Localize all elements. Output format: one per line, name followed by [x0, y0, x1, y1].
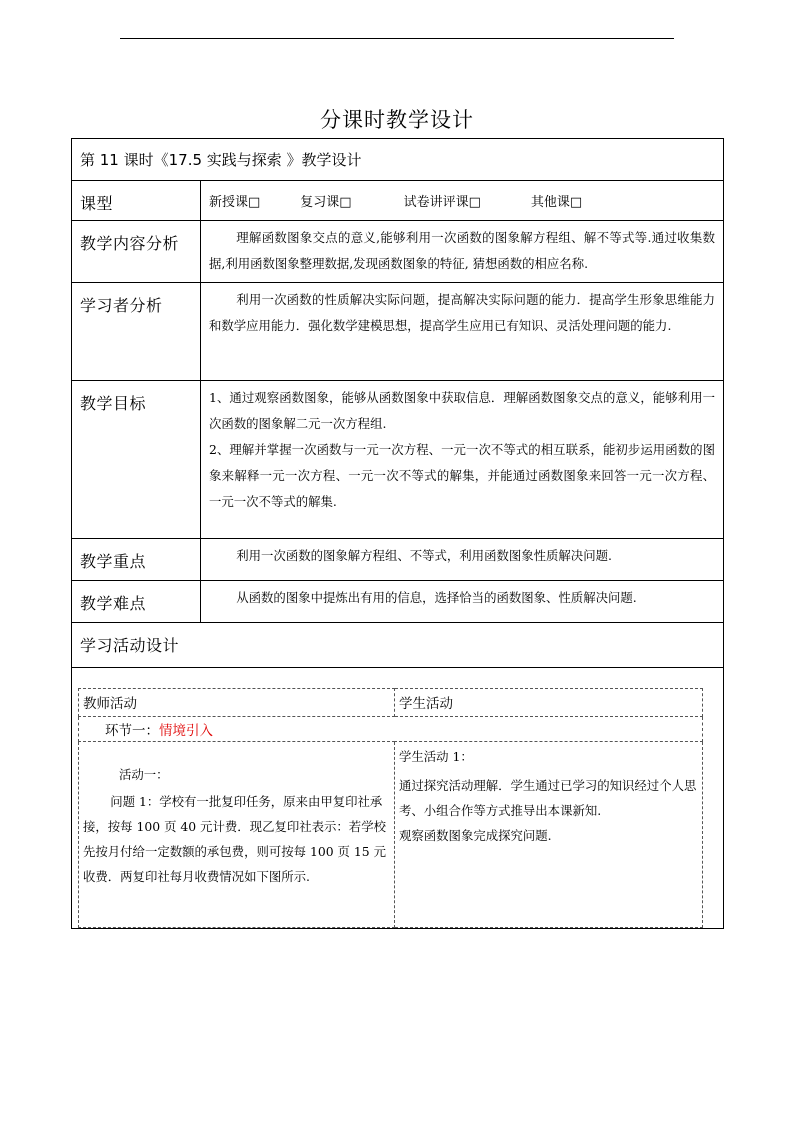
row-course-type	[72, 181, 724, 221]
header-rule	[120, 38, 674, 39]
difficulties-label: 教学难点	[72, 581, 201, 623]
key-points-text: 利用一次函数的图象解方程组、不等式，利用函数图象性质解决问题.	[236, 548, 612, 563]
course-type-options	[201, 181, 724, 221]
student-activity-header: 学生活动	[395, 689, 703, 717]
row-difficulties	[72, 581, 724, 623]
student-activity-title: 学生活动 1：	[399, 749, 473, 764]
document-title: 分课时教学设计	[320, 108, 474, 132]
row-learner-analysis	[72, 283, 724, 381]
row-objectives	[72, 381, 724, 539]
course-type-other[interactable]: 其他课□	[530, 195, 583, 210]
segment-prefix: 环节一：	[105, 723, 159, 739]
activity-design-label: 学习活动设计	[72, 623, 724, 668]
content-analysis-text: 理解函数图象交点的意义,能够利用一次函数的图象解方程组、解不等式等.通过收集数据,利用函数图象整理数据,发现函数图象的特征, 猜想函数的相应名称.	[209, 230, 715, 271]
course-type-new[interactable]: 新授课□	[209, 195, 261, 210]
key-points-label: 教学重点	[72, 539, 201, 581]
learner-analysis-text: 利用一次函数的性质解决实际问题，提高解决实际问题的能力．提高学生形象思维能力和数学应用能力．强化数学建模思想，提高学生应用已有知识、灵活处理问题的能力.	[209, 292, 715, 333]
teacher-activity-header: 教师活动	[79, 689, 395, 717]
row-content-analysis	[72, 221, 724, 283]
problem-label: 问题 1	[110, 794, 147, 809]
lesson-plan-table	[71, 138, 724, 929]
student-activity-p1: 通过探究活动理解．学生通过已学习的知识经过个人思考、小组合作等方式推导出本课新知.	[399, 778, 697, 818]
problem-text: ：学校有一批复印任务，原来由甲复印社承接，按每 100 页 40 元计费．现乙复印社表示：若学校先按月付给一定数额的承包费，则可按每 100 页 15 元收费．两复印社每月收费情况如下图所示.	[83, 794, 386, 884]
objectives-label: 教学目标	[72, 381, 201, 539]
objective-2: 2、理解并掌握一次函数与一元一次方程、一元一次不等式的相互联系，能初步运用函数的图象来解释一元一次方程、一元一次不等式的解集，并能通过函数图象来回答一元一次方程、一元一次不等式的解集.	[209, 442, 715, 509]
activity-table	[78, 688, 703, 928]
segment-name: 情境引入	[159, 723, 213, 739]
course-type-label: 课型	[72, 181, 201, 221]
objective-1: 1、通过观察函数图象，能够从函数图象中获取信息．理解函数图象交点的意义，能够利用一次函数的图象解二元一次方程组.	[209, 390, 715, 431]
difficulties-text: 从函数的图象中提炼出有用的信息，选择恰当的函数图象、性质解决问题.	[236, 590, 637, 605]
learner-analysis-label: 学习者分析	[72, 283, 201, 381]
teacher-activity-title: 活动一：	[119, 767, 169, 782]
teacher-activity-cell	[79, 742, 395, 928]
segment-row	[79, 717, 703, 742]
content-analysis-label: 教学内容分析	[72, 221, 201, 283]
row-key-points	[72, 539, 724, 581]
problem-1	[83, 787, 390, 889]
student-activity-p2: 观察函数图象完成探究问题.	[399, 828, 552, 843]
course-type-exam-review[interactable]: 试卷讲评课□	[403, 195, 481, 210]
lesson-title: 第 11 课时《17.5 实践与探索 》教学设计	[72, 139, 724, 181]
row-activity-design	[72, 623, 724, 668]
row-activity-table	[72, 668, 724, 929]
student-activity-cell	[395, 742, 703, 928]
course-type-review[interactable]: 复习课□	[300, 195, 352, 210]
